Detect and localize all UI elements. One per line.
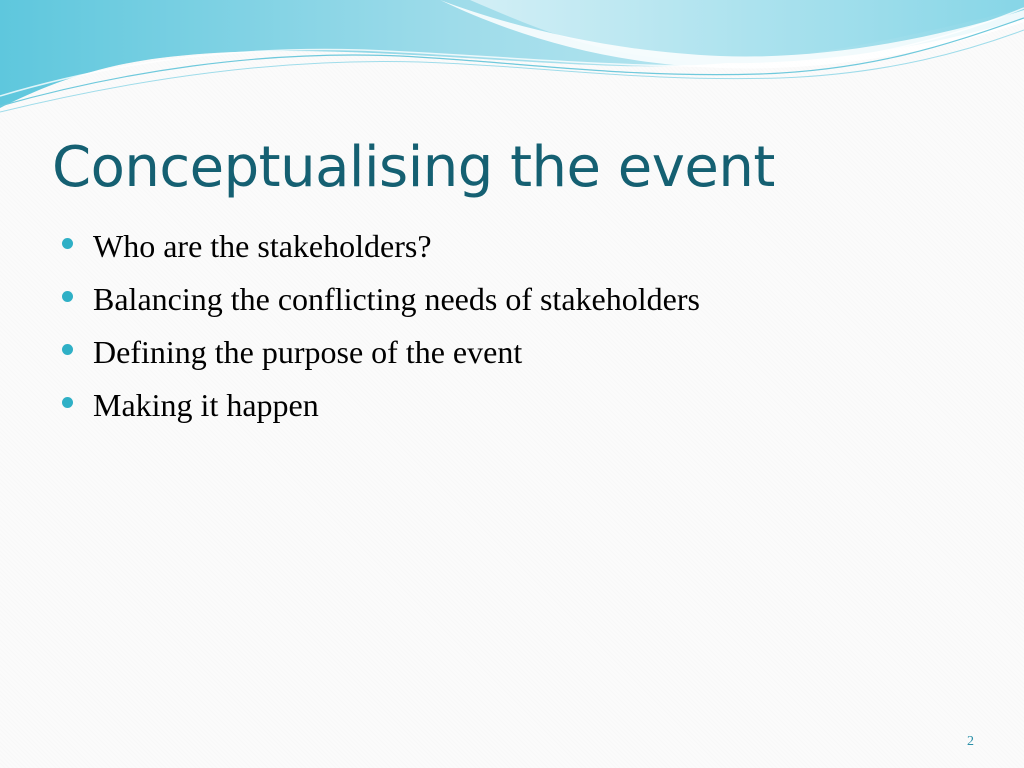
list-item: [62, 273, 700, 326]
bullet-text: Making it happen: [93, 387, 319, 423]
bullet-list: [62, 220, 700, 432]
bullet-text: Defining the purpose of the event: [93, 334, 523, 370]
bullet-icon: [62, 291, 73, 302]
bullet-text: Balancing the conflicting needs of stakeholders: [93, 281, 700, 317]
header-wave-decoration: [0, 0, 1024, 120]
bullet-icon: [62, 238, 73, 249]
bullet-icon: [62, 397, 73, 408]
bullet-icon: [62, 344, 73, 355]
page-number: 2: [967, 734, 974, 749]
list-item: [62, 379, 700, 432]
list-item: [62, 326, 700, 379]
list-item: [62, 220, 700, 273]
slide-title: Conceptualising the event: [52, 135, 775, 200]
bullet-text: Who are the stakeholders?: [93, 228, 432, 264]
